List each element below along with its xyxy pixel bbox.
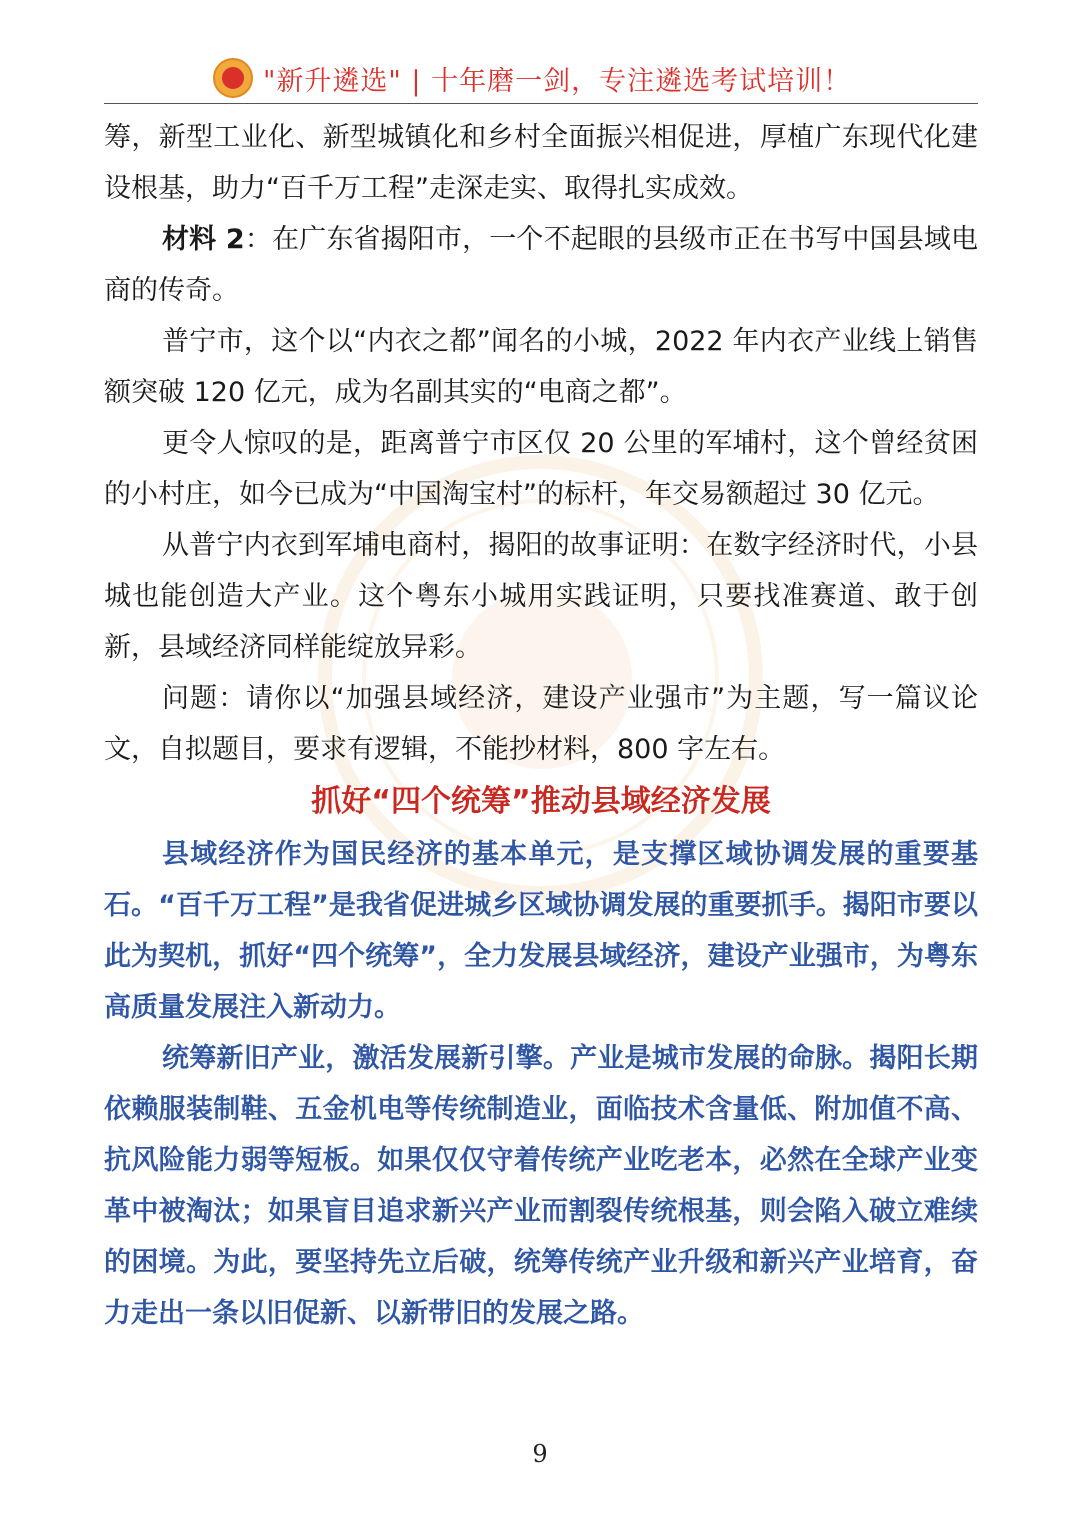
question-paragraph: 问题：请你以“加强县域经济，建设产业强市”为主题，写一篇议论文，自拟题目，要求有逻辑，不能抄材料，800 字左右。	[104, 683, 978, 765]
material-paragraph-5: 从普宁内衣到军埔电商村，揭阳的故事证明：在数字经济时代，小县城也能创造大产业。这个粤东小城用实践证明，只要找准赛道、敢于创新，县域经济同样能绽放异彩。	[104, 530, 978, 663]
material-paragraph-3: 普宁市，这个以“内衣之都”闻名的小城，2022 年内衣产业线上销售额突破 120 亿元，成为名副其实的“电商之都”。	[104, 326, 978, 408]
document-body	[104, 112, 978, 1339]
essay-paragraph-2: 统筹新旧产业，激活发展新引擎。产业是城市发展的命脉。揭阳长期依赖服装制鞋、五金机电等传统制造业，面临技术含量低、附加值不高、抗风险能力弱等短板。如果仅仅守着传统产业吃老本，必然在全球产业变革中被淘汰；如果盲目追求新兴产业而割裂传统根基，则会陷入破立难续的困境。为此，要坚持先立后破，统筹传统产业升级和新兴产业培育，奋力走出一条以旧促新、以新带旧的发展之路。	[104, 1043, 978, 1329]
essay-paragraph-1: 县域经济作为国民经济的基本单元，是支撑区域协调发展的重要基石。“百千万工程”是我省促进城乡区域协调发展的重要抓手。揭阳市要以此为契机，抓好“四个统筹”，全力发展县域经济，建设产业强市，为粤东高质量发展注入新动力。	[104, 839, 978, 1023]
brand-logo-core	[222, 67, 244, 89]
material-2-text: ：在广东省揭阳市，一个不起眼的县级市正在书写中国县域电商的传奇。	[104, 224, 979, 306]
material-paragraph-1: 筹，新型工业化、新型城镇化和乡村全面振兴相促进，厚植广东现代化建设根基，助力“百千万工程”走深走实、取得扎实成效。	[104, 122, 978, 204]
essay-title: 抓好“四个统筹”推动县域经济发展	[311, 784, 771, 819]
material-2-label: 材料 2	[162, 224, 245, 255]
page-header	[213, 56, 851, 100]
header-divider	[104, 103, 978, 104]
brand-logo-icon	[213, 58, 253, 98]
header-slogan: "新升遴选" | 十年磨一剑，专注遴选考试培训！	[263, 65, 852, 97]
page-number: 9	[532, 1440, 548, 1468]
material-paragraph-2	[104, 214, 978, 316]
material-paragraph-4: 更令人惊叹的是，距离普宁市区仅 20 公里的军埔村，这个曾经贫困的小村庄，如今已成为“中国淘宝村”的标杆，年交易额超过 30 亿元。	[104, 428, 978, 510]
